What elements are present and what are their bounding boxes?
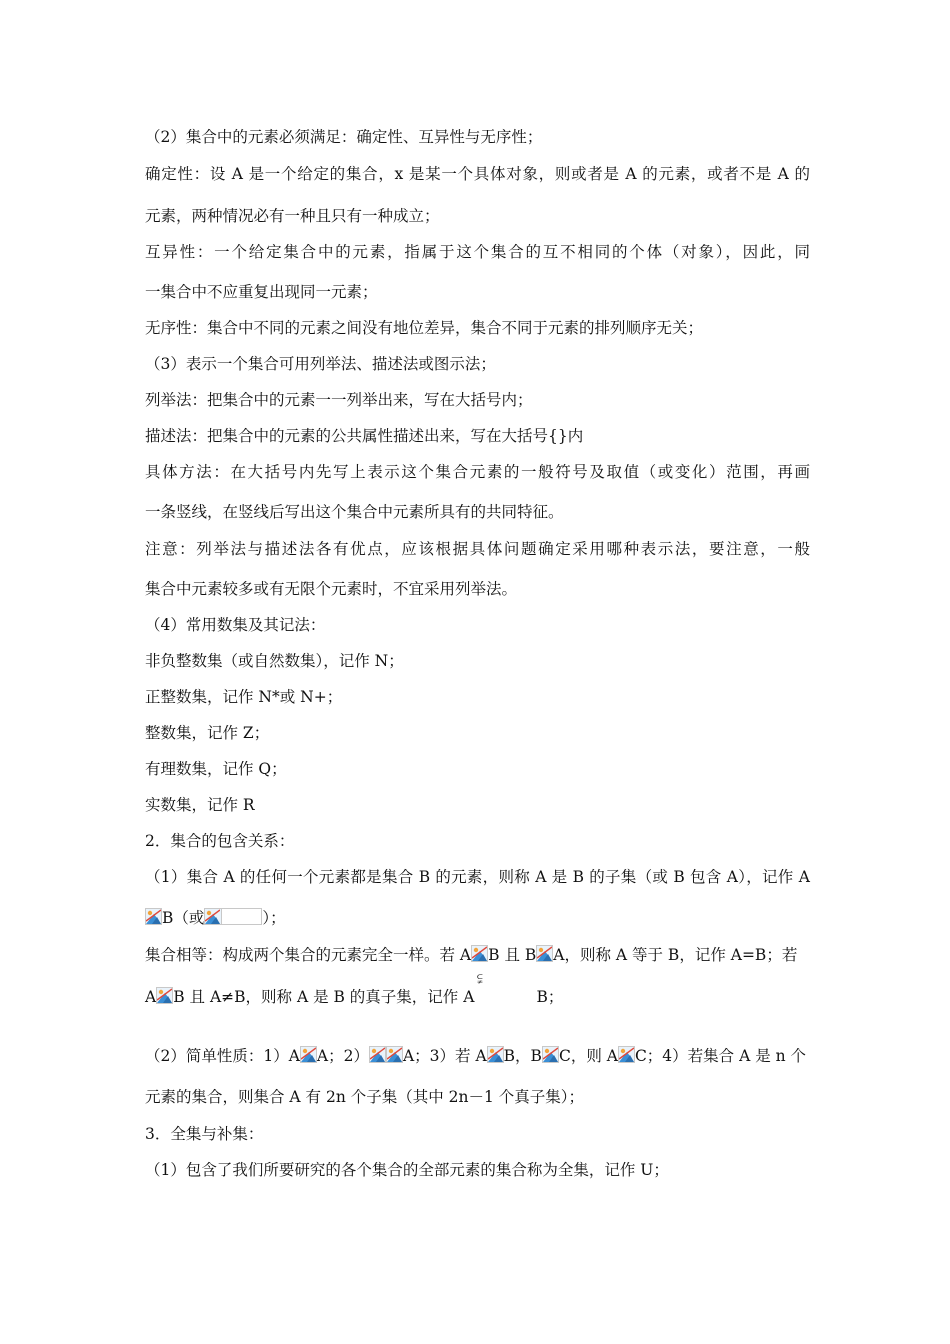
broken-image-icon <box>487 1046 504 1063</box>
broken-image-glyph <box>387 1047 402 1062</box>
broken-image-icon <box>471 945 488 962</box>
proper-subset-symbol: ⫋ <box>477 972 483 987</box>
paragraph-line: 具体方法：在大括号内先写上表示这个集合元素的一般符号及取值（或变化）范围，再画 <box>145 463 810 481</box>
section-heading: 3．全集与补集： <box>145 1125 264 1143</box>
broken-image-glyph <box>619 1047 634 1062</box>
sun-shape <box>389 1049 393 1053</box>
paragraph-line: A B 且 A≠B，则称 A 是 B 的真子集，记作 A B； <box>145 988 564 1006</box>
paragraph-line: 互异性：一个给定集合中的元素，指属于这个集合的互不相同的个体（对象），因此，同 <box>145 243 810 261</box>
paragraph-line: 整数集，记作 Z； <box>145 724 270 742</box>
paragraph-line: 正整数集，记作 N*或 N+； <box>145 688 343 706</box>
paragraph-line: 注意：列举法与描述法各有优点，应该根据具体问题确定采用哪种表示法，要注意，一般 <box>145 540 810 558</box>
broken-image-icon <box>156 987 173 1004</box>
paragraph-line: 元素的集合，则集合 A 有 2n 个子集（其中 2n－1 个真子集）； <box>145 1088 585 1106</box>
broken-image-icon <box>300 1046 317 1063</box>
broken-image-icon <box>145 908 162 925</box>
paragraph-line: 列举法：把集合中的元素一一列举出来，写在大括号内； <box>145 391 533 409</box>
broken-image-icon <box>369 1046 386 1063</box>
paragraph-line: （4）常用数集及其记法： <box>145 616 326 634</box>
sun-shape <box>621 1049 625 1053</box>
broken-image-glyph <box>537 946 552 961</box>
broken-image-glyph <box>472 946 487 961</box>
broken-image-icon <box>536 945 553 962</box>
paragraph-line: （1）包含了我们所要研究的各个集合的全部元素的集合称为全集，记作 U； <box>145 1161 669 1179</box>
paragraph-line: 一条竖线，在竖线后写出这个集合中元素所具有的共同特征。 <box>145 503 564 521</box>
sun-shape <box>207 911 211 915</box>
paragraph-line: 无序性：集合中不同的元素之间没有地位差异，集合不同于元素的排列顺序无关； <box>145 319 704 337</box>
sun-shape <box>303 1049 307 1053</box>
paragraph-line: （2）集合中的元素必须满足：确定性、互异性与无序性； <box>145 128 543 146</box>
broken-image-icon <box>542 1046 559 1063</box>
sun-shape <box>474 948 478 952</box>
broken-image-glyph <box>157 988 172 1003</box>
paragraph-line: （1）集合 A 的任何一个元素都是集合 B 的元素，则称 A 是 B 的子集（或 B 包含 A），记作 A <box>145 868 810 886</box>
paragraph-line: 集合相等：构成两个集合的元素完全一样。若 A B 且 B A，则称 A 等于 B，记作 A=B；若 <box>145 946 798 964</box>
paragraph-line: 元素，两种情况必有一种且只有一种成立； <box>145 207 440 225</box>
sun-shape <box>148 911 152 915</box>
paragraph-line: 集合中元素较多或有无限个元素时，不宜采用列举法。 <box>145 580 518 598</box>
sun-shape <box>372 1049 376 1053</box>
paragraph-line: （2）简单性质：1）A A；2） A；3）若 A B，B C，则 A C；4）若集合 A 是 n 个 <box>145 1047 807 1065</box>
broken-image-icon <box>204 908 262 925</box>
sun-shape <box>489 1049 493 1053</box>
broken-image-glyph <box>205 909 220 924</box>
sun-shape <box>545 1049 549 1053</box>
broken-image-glyph <box>543 1047 558 1062</box>
section-heading: 2．集合的包含关系： <box>145 832 295 850</box>
sun-shape <box>159 990 163 994</box>
broken-image-glyph <box>370 1047 385 1062</box>
broken-image-glyph <box>146 909 161 924</box>
sun-shape <box>539 948 543 952</box>
paragraph-line: （3）表示一个集合可用列举法、描述法或图示法； <box>145 355 496 373</box>
broken-image-glyph <box>301 1047 316 1062</box>
broken-image-icon <box>386 1046 403 1063</box>
paragraph-line: 确定性：设 A 是一个给定的集合，x 是某一个具体对象，则或者是 A 的元素，或者不是 A 的 <box>145 165 810 183</box>
paragraph-line: 描述法：把集合中的元素的公共属性描述出来，写在大括号{}内 <box>145 427 584 445</box>
paragraph-line: 有理数集，记作 Q； <box>145 760 287 778</box>
broken-image-icon <box>618 1046 635 1063</box>
paragraph-line: 实数集，记作 R <box>145 796 255 814</box>
broken-image-glyph <box>488 1047 503 1062</box>
paragraph-line: 非负整数集（或自然数集），记作 N； <box>145 652 404 670</box>
paragraph-line: 一集合中不应重复出现同一元素； <box>145 283 378 301</box>
paragraph-line: B（或 ）； <box>145 907 810 929</box>
